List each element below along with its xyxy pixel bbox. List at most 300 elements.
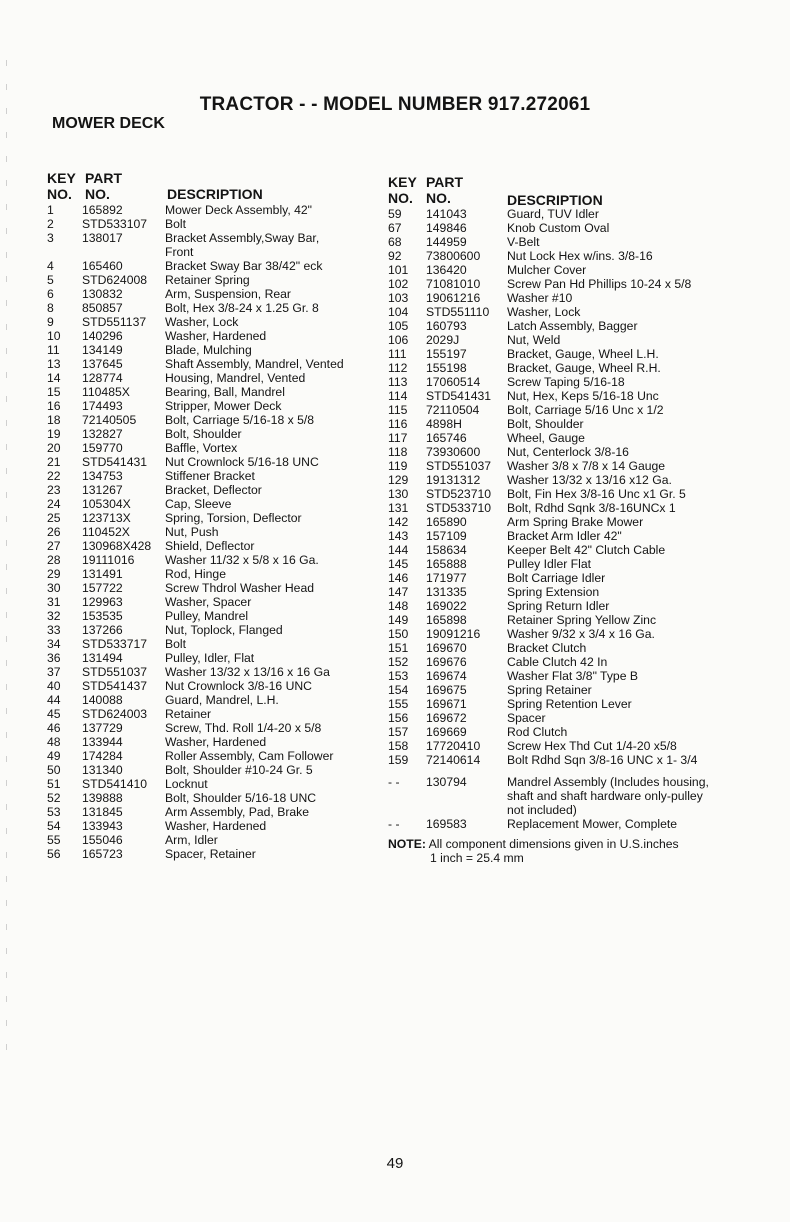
- key-number: 46: [47, 721, 61, 735]
- key-number: 52: [47, 791, 61, 805]
- part-description: Spring Retainer: [507, 683, 592, 697]
- key-number: 112: [388, 361, 408, 375]
- part-description: Nut, Toplock, Flanged: [165, 623, 283, 637]
- key-number: 144: [388, 543, 409, 557]
- part-description: Screw Thdrol Washer Head: [165, 581, 315, 595]
- part-number: 19111016: [82, 553, 135, 567]
- table-row: [388, 403, 733, 417]
- part-description: Bracket, Gauge, Wheel L.H.: [507, 347, 659, 361]
- part-description: Nut, Centerlock 3/8-16: [507, 445, 629, 459]
- part-description: Spring, Torsion, Deflector: [165, 511, 302, 525]
- part-description: Bolt, Shoulder #10-24 Gr. 5: [165, 763, 313, 777]
- table-row: [47, 805, 377, 819]
- table-row: [47, 637, 377, 651]
- part-number: STD533710: [426, 501, 492, 515]
- part-number: 169675: [426, 683, 467, 697]
- part-description: Locknut: [165, 777, 208, 791]
- table-row: [388, 641, 733, 655]
- table-row: [47, 651, 377, 665]
- key-number: 111: [388, 347, 407, 361]
- part-number: 165888: [426, 557, 467, 571]
- part-number: 137729: [82, 721, 123, 735]
- part-number: 165890: [426, 515, 467, 529]
- parts-list-left: [47, 203, 377, 861]
- part-description: Mandrel Assembly (Includes housing, shaft and shaft hardware only-pulley not included): [507, 775, 709, 817]
- part-number: 165898: [426, 613, 467, 627]
- key-number: 149: [388, 613, 409, 627]
- part-description: Bracket, Deflector: [165, 483, 262, 497]
- key-number: 151: [388, 641, 409, 655]
- part-description: Rod, Hinge: [165, 567, 226, 581]
- part-description: Bolt: [165, 217, 187, 231]
- table-row: [47, 665, 377, 679]
- part-number: STD541431: [426, 389, 492, 403]
- part-number: 73800600: [426, 249, 481, 263]
- part-number: STD541437: [82, 679, 148, 693]
- part-description: Cap, Sleeve: [165, 497, 232, 511]
- key-number: 28: [47, 553, 61, 567]
- part-description: Latch Assembly, Bagger: [507, 319, 638, 333]
- table-row: [47, 539, 377, 553]
- table-row: [47, 483, 377, 497]
- part-description: Spring Return Idler: [507, 599, 610, 613]
- table-row: [47, 413, 377, 427]
- part-number: 159770: [82, 441, 123, 455]
- table-row: [388, 417, 733, 431]
- table-row: [388, 655, 733, 669]
- part-description: Arm, Suspension, Rear: [165, 287, 291, 301]
- table-row: [388, 347, 733, 361]
- key-header: KEY: [388, 174, 417, 190]
- part-description: Stripper, Mower Deck: [165, 399, 282, 413]
- page-title: TRACTOR - - MODEL NUMBER 917.272061: [199, 94, 591, 115]
- part-description: Mower Deck Assembly, 42": [165, 203, 313, 217]
- part-number: 144959: [426, 235, 467, 249]
- table-row: [388, 775, 733, 817]
- key-number: 16: [47, 399, 61, 413]
- part-number: 174284: [82, 749, 123, 763]
- table-row: [388, 627, 733, 641]
- part-description: Washer 13/32 x 13/16 x12 Ga.: [507, 473, 672, 487]
- key-number: 50: [47, 763, 61, 777]
- part-number: 71081010: [426, 277, 481, 291]
- part-number: 131267: [82, 483, 123, 497]
- part-number: 174493: [82, 399, 123, 413]
- table-row: [388, 585, 733, 599]
- table-row: [388, 817, 733, 831]
- table-row: [388, 473, 733, 487]
- spacer: [388, 767, 733, 775]
- key-number: 68: [388, 235, 402, 249]
- part-number: 140296: [82, 329, 123, 343]
- table-header: [47, 170, 377, 203]
- part-description: Washer 11/32 x 5/8 x 16 Ga.: [165, 553, 319, 567]
- key-number: 22: [47, 469, 61, 483]
- part-description: Guard, Mandrel, L.H.: [165, 693, 279, 707]
- part-number: 134753: [82, 469, 123, 483]
- part-description: Mulcher Cover: [507, 263, 587, 277]
- part-number: 73930600: [426, 445, 481, 459]
- part-description: Bracket Sway Bar 38/42" eck: [165, 259, 323, 273]
- part-number: STD533717: [82, 637, 148, 651]
- part-number: 105304X: [82, 497, 131, 511]
- table-row: [47, 777, 377, 791]
- part-number: 129963: [82, 595, 123, 609]
- key-number: 36: [47, 651, 61, 665]
- table-row: [47, 231, 377, 259]
- key-number: 13: [47, 357, 61, 371]
- parts-table-left: [47, 170, 377, 861]
- key-number: 131: [388, 501, 409, 515]
- part-description: Bolt, Shoulder 5/16-18 UNC: [165, 791, 317, 805]
- part-description: Knob Custom Oval: [507, 221, 610, 235]
- part-number: 169671: [426, 697, 467, 711]
- part-description: Washer #10: [507, 291, 573, 305]
- key-number: 150: [388, 627, 409, 641]
- key-number: 9: [47, 315, 54, 329]
- part-description: Washer 9/32 x 3/4 x 16 Ga.: [507, 627, 655, 641]
- part-description: Nut Lock Hex w/ins. 3/8-16: [507, 249, 653, 263]
- part-description: Guard, TUV Idler: [507, 207, 599, 221]
- part-description: Bolt Carriage Idler: [507, 571, 606, 585]
- key-number: 119: [388, 459, 408, 473]
- key-number: 15: [47, 385, 61, 399]
- key-number: 11: [47, 343, 60, 357]
- part-number: 123713X: [82, 511, 131, 525]
- unit-conversion: 1 inch = 25.4 mm: [430, 851, 524, 865]
- part-description: Rod Clutch: [507, 725, 568, 739]
- key-number: 45: [47, 707, 61, 721]
- table-row: [388, 501, 733, 515]
- table-row: [388, 739, 733, 753]
- parts-table-right: [388, 174, 733, 865]
- part-description: Pulley, Mandrel: [165, 609, 249, 623]
- table-row: [388, 389, 733, 403]
- key-number: 2: [47, 217, 54, 231]
- part-number: STD624003: [82, 707, 148, 721]
- part-number: 165460: [82, 259, 123, 273]
- part-description: Shaft Assembly, Mandrel, Vented: [165, 357, 344, 371]
- table-row: [47, 371, 377, 385]
- part-description: Arm Assembly, Pad, Brake: [165, 805, 310, 819]
- table-row: [47, 203, 377, 217]
- part-description: Screw Hex Thd Cut 1/4-20 x5/8: [507, 739, 677, 753]
- table-row: [47, 385, 377, 399]
- part-number: 128774: [82, 371, 123, 385]
- part-description: Nut, Push: [165, 525, 219, 539]
- part-description: Roller Assembly, Cam Follower: [165, 749, 334, 763]
- table-row: [388, 711, 733, 725]
- note-text: All component dimensions given in U.S.inches: [428, 837, 679, 851]
- part-number: 169670: [426, 641, 467, 655]
- key-number: 54: [47, 819, 61, 833]
- part-description: Bolt, Carriage 5/16 Unc x 1/2: [507, 403, 664, 417]
- table-row: [388, 557, 733, 571]
- table-row: [388, 529, 733, 543]
- part-number: 169022: [426, 599, 467, 613]
- part-number: 139888: [82, 791, 123, 805]
- table-row: [388, 753, 733, 767]
- part-description: Bolt, Hex 3/8-24 x 1.25 Gr. 8: [165, 301, 319, 315]
- key-number: 51: [47, 777, 61, 791]
- key-number: 8: [47, 301, 54, 315]
- part-number: 169672: [426, 711, 467, 725]
- key-number: 102: [388, 277, 409, 291]
- part-number: 110485X: [82, 385, 130, 399]
- key-no-header: NO.: [47, 186, 72, 202]
- part-number: 155198: [426, 361, 467, 375]
- part-number: 133943: [82, 819, 123, 833]
- key-number: 152: [388, 655, 409, 669]
- key-number: 115: [388, 403, 408, 417]
- part-number: 131340: [82, 763, 123, 777]
- key-number: 157: [388, 725, 409, 739]
- part-number: 131335: [426, 585, 467, 599]
- table-row: [47, 693, 377, 707]
- table-row: [388, 571, 733, 585]
- part-number: 155197: [426, 347, 467, 361]
- margin-mark: [6, 60, 7, 1060]
- key-number: 29: [47, 567, 61, 581]
- part-no-header: NO.: [426, 190, 451, 206]
- key-number: 106: [388, 333, 409, 347]
- part-number: 72140614: [426, 753, 481, 767]
- part-number: 158634: [426, 543, 467, 557]
- table-row: [388, 669, 733, 683]
- table-row: [388, 375, 733, 389]
- part-number: STD551037: [82, 665, 148, 679]
- part-number: 130794: [426, 775, 467, 789]
- key-number: 23: [47, 483, 61, 497]
- key-number: 34: [47, 637, 61, 651]
- part-description: Blade, Mulching: [165, 343, 252, 357]
- table-row: [47, 287, 377, 301]
- key-number: 37: [47, 665, 61, 679]
- part-description: Arm Spring Brake Mower: [507, 515, 644, 529]
- key-number: 4: [47, 259, 54, 273]
- part-number: STD523710: [426, 487, 492, 501]
- key-number: 24: [47, 497, 61, 511]
- table-row: [47, 567, 377, 581]
- table-row: [388, 725, 733, 739]
- part-description: Arm, Idler: [165, 833, 218, 847]
- part-number: STD624008: [82, 273, 148, 287]
- part-number: 165746: [426, 431, 467, 445]
- table-row: [47, 511, 377, 525]
- part-description: Bracket Clutch: [507, 641, 587, 655]
- part-number: 17720410: [426, 739, 481, 753]
- table-row: [47, 497, 377, 511]
- key-number: 5: [47, 273, 54, 287]
- part-description: Spring Extension: [507, 585, 600, 599]
- table-row: [47, 525, 377, 539]
- part-description: Bolt, Shoulder: [165, 427, 242, 441]
- part-description: Washer, Spacer: [165, 595, 252, 609]
- part-number: 160793: [426, 319, 467, 333]
- part-description: Bolt, Carriage 5/16-18 x 5/8: [165, 413, 315, 427]
- part-description: Bolt, Shoulder: [507, 417, 584, 431]
- table-header: [388, 174, 733, 207]
- table-row: [388, 613, 733, 627]
- part-number: 133944: [82, 735, 123, 749]
- part-description: Keeper Belt 42" Clutch Cable: [507, 543, 666, 557]
- key-number: 44: [47, 693, 61, 707]
- part-description: Spacer, Retainer: [165, 847, 256, 861]
- part-number: 165892: [82, 203, 123, 217]
- table-row: [388, 263, 733, 277]
- key-number: 19: [47, 427, 61, 441]
- part-number: 138017: [82, 231, 123, 245]
- table-row: [388, 361, 733, 375]
- description-header: DESCRIPTION: [167, 186, 263, 202]
- table-row: [388, 277, 733, 291]
- key-number: 59: [388, 207, 402, 221]
- part-description: Wheel, Gauge: [507, 431, 585, 445]
- key-number: 129: [388, 473, 409, 487]
- key-number: 49: [47, 749, 61, 763]
- table-row: [47, 707, 377, 721]
- part-description: Pulley Idler Flat: [507, 557, 591, 571]
- part-description: Bearing, Ball, Mandrel: [165, 385, 285, 399]
- key-number: 147: [388, 585, 409, 599]
- table-row: [388, 249, 733, 263]
- key-number: 67: [388, 221, 402, 235]
- part-description: Bracket, Gauge, Wheel R.H.: [507, 361, 661, 375]
- part-number: STD541410: [82, 777, 148, 791]
- part-description: Washer Flat 3/8" Type B: [507, 669, 638, 683]
- part-number: 153535: [82, 609, 123, 623]
- part-description: Spring Retention Lever: [507, 697, 632, 711]
- key-number: - -: [388, 775, 400, 789]
- table-row: [47, 595, 377, 609]
- key-number: 143: [388, 529, 409, 543]
- table-row: [47, 721, 377, 735]
- part-number: 136420: [426, 263, 467, 277]
- table-row: [388, 207, 733, 221]
- part-description: Stiffener Bracket: [165, 469, 255, 483]
- key-number: 113: [388, 375, 408, 389]
- table-row: [47, 343, 377, 357]
- key-number: 21: [47, 455, 61, 469]
- table-row: [388, 445, 733, 459]
- table-row: [388, 305, 733, 319]
- part-no-header: NO.: [85, 186, 110, 202]
- part-number: 850857: [82, 301, 123, 315]
- part-description: Retainer Spring Yellow Zinc: [507, 613, 657, 627]
- part-description: Washer, Hardened: [165, 735, 267, 749]
- part-number: 19091216: [426, 627, 481, 641]
- key-number: 153: [388, 669, 409, 683]
- table-row: [47, 581, 377, 595]
- part-description: Bracket Assembly,Sway Bar, Front: [165, 231, 320, 259]
- table-row: [47, 441, 377, 455]
- table-row: [388, 235, 733, 249]
- part-number: 149846: [426, 221, 467, 235]
- key-number: 142: [388, 515, 409, 529]
- key-number: - -: [388, 817, 400, 831]
- table-row: [47, 553, 377, 567]
- key-number: 101: [388, 263, 409, 277]
- part-header: PART: [426, 174, 464, 190]
- table-row: [388, 333, 733, 347]
- part-number: 19131312: [426, 473, 481, 487]
- key-number: 103: [388, 291, 409, 305]
- key-number: 32: [47, 609, 61, 623]
- part-description: Screw, Thd. Roll 1/4-20 x 5/8: [165, 721, 322, 735]
- part-number: 72140505: [82, 413, 137, 427]
- part-description: Retainer Spring: [165, 273, 250, 287]
- key-number: 26: [47, 525, 61, 539]
- key-number: 156: [388, 711, 409, 725]
- part-number: 19061216: [426, 291, 481, 305]
- table-row: [388, 599, 733, 613]
- part-description: Screw Pan Hd Phillips 10-24 x 5/8: [507, 277, 692, 291]
- parts-list-right: [388, 207, 733, 831]
- table-row: [47, 609, 377, 623]
- description-header: DESCRIPTION: [507, 192, 603, 208]
- part-description: Washer, Lock: [165, 315, 239, 329]
- part-description: Washer, Hardened: [165, 819, 267, 833]
- part-number: STD551137: [82, 315, 147, 329]
- table-row: [388, 515, 733, 529]
- part-number: 171977: [426, 571, 467, 585]
- table-row: [47, 301, 377, 315]
- part-number: 169674: [426, 669, 467, 683]
- part-description: Washer 13/32 x 13/16 x 16 Ga: [165, 665, 330, 679]
- key-header: KEY: [47, 170, 76, 186]
- part-description: Nut, Hex, Keps 5/16-18 Unc: [507, 389, 659, 403]
- table-row: [47, 749, 377, 763]
- key-number: 40: [47, 679, 61, 693]
- key-number: 10: [47, 329, 61, 343]
- part-number: 4898H: [426, 417, 462, 431]
- part-number: 169669: [426, 725, 467, 739]
- part-number: 132827: [82, 427, 123, 441]
- key-number: 114: [388, 389, 408, 403]
- key-number: 92: [388, 249, 402, 263]
- key-number: 154: [388, 683, 409, 697]
- part-description: Nut Crownlock 3/8-16 UNC: [165, 679, 312, 693]
- key-number: 146: [388, 571, 409, 585]
- table-row: [47, 273, 377, 287]
- key-number: 130: [388, 487, 409, 501]
- key-number: 116: [388, 417, 408, 431]
- key-no-header: NO.: [388, 190, 413, 206]
- part-number: 131494: [82, 651, 123, 665]
- table-row: [47, 847, 377, 861]
- table-row: [388, 221, 733, 235]
- part-number: 131845: [82, 805, 123, 819]
- part-number: 110452X: [82, 525, 130, 539]
- table-row: [388, 319, 733, 333]
- table-row: [47, 357, 377, 371]
- part-description: Baffle, Vortex: [165, 441, 238, 455]
- part-description: Screw Taping 5/16-18: [507, 375, 625, 389]
- part-number: 141043: [426, 207, 467, 221]
- page-number: 49: [386, 1155, 404, 1172]
- part-number: STD551110: [426, 305, 490, 319]
- key-number: 55: [47, 833, 61, 847]
- part-description: Washer, Hardened: [165, 329, 267, 343]
- part-description: Washer 3/8 x 7/8 x 14 Gauge: [507, 459, 666, 473]
- part-description: Bracket Arm Idler 42": [507, 529, 622, 543]
- part-number: 130968X428: [82, 539, 152, 553]
- table-row: [388, 487, 733, 501]
- part-number: 165723: [82, 847, 123, 861]
- key-number: 104: [388, 305, 409, 319]
- key-number: 117: [388, 431, 408, 445]
- part-description: Washer, Lock: [507, 305, 581, 319]
